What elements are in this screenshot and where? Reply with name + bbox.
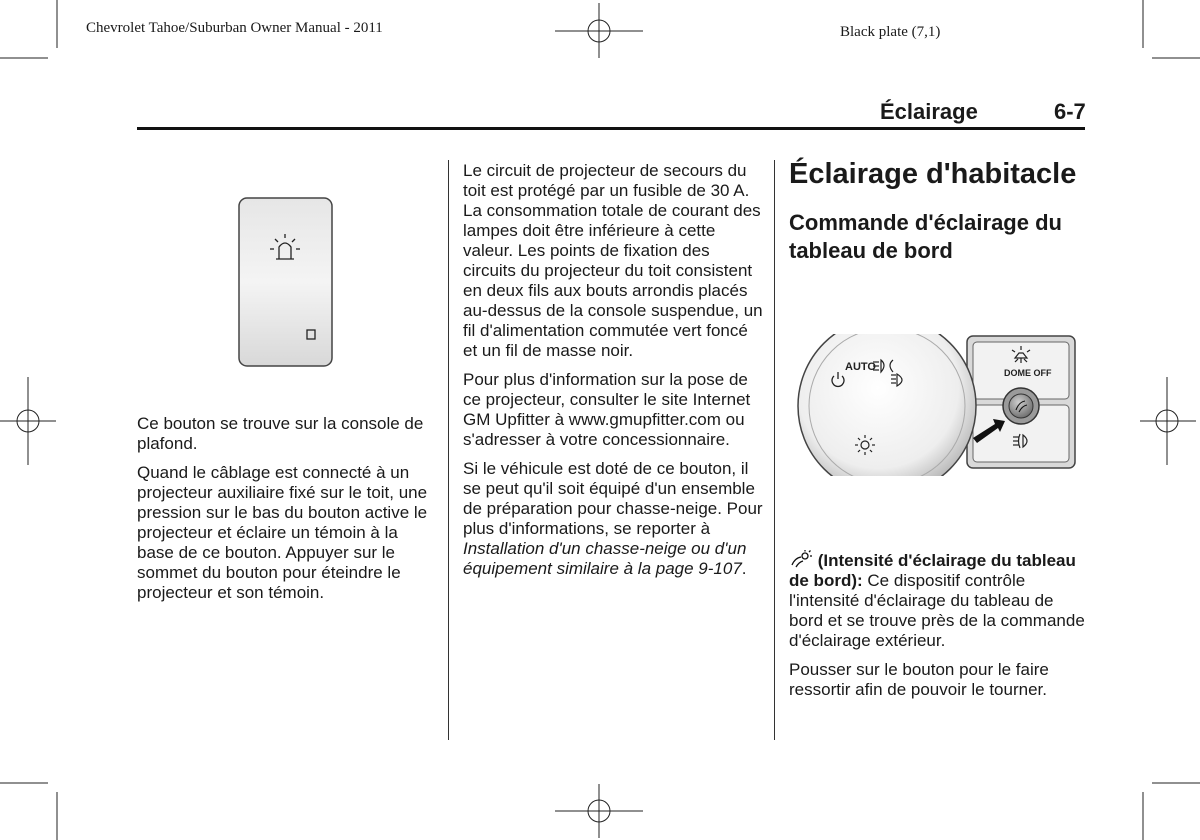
- manual-title: Chevrolet Tahoe/Suburban Owner Manual - 2011: [86, 20, 383, 36]
- column-divider-left: [448, 160, 449, 740]
- paragraph: Ce bouton se trouve sur la console de plafond.: [137, 414, 424, 453]
- heading-interior-lighting: Éclairage d'habitacle: [789, 158, 1077, 190]
- paragraph: Pour plus d'information sur la pose de ce projecteur, consulter le site Internet GM Upfitter à www.gmupfitter.com ou s'adresser à votre concessionnaire.: [463, 370, 751, 449]
- cross-reference-link[interactable]: Installation d'un chasse-neige ou d'un équipement similaire à la page 9-107: [463, 539, 747, 578]
- column-divider-right: [774, 160, 775, 740]
- paragraph: Pousser sur le bouton pour le faire ressortir afin de pouvoir le tourner.: [789, 660, 1049, 699]
- headlamp-knob: [798, 334, 976, 476]
- heading-dash-lighting-control: Commande d'éclairage du tableau de bord: [789, 210, 1062, 263]
- column-1-text: [137, 414, 437, 612]
- paragraph: Le circuit de projecteur de secours du toit est protégé par un fusible de 30 A. La consommation totale de courant des lampes doit être inférieure à cette valeur. Les points de fixation des circuits du projecteur du toit consistent en deux fils aux bouts arrondis placés au-dessus de la console suspendue, un fil d'alimentation commutée vert foncé et un fil de masse noir.: [463, 161, 763, 360]
- header-rule: [137, 127, 1085, 130]
- roof-lamp-button-figure: [238, 197, 334, 369]
- plate-label: Black plate (7,1): [840, 24, 941, 40]
- dimmer-label: (Intensité d'éclairage du tableau de bord):: [789, 551, 1076, 590]
- column-3-text: [789, 550, 1089, 709]
- headlamp-control-figure: [795, 334, 1080, 476]
- section-title: Éclairage: [880, 99, 978, 124]
- paragraph: [463, 459, 765, 579]
- paragraph-end: .: [741, 559, 747, 578]
- dimmer-description: [789, 550, 1089, 651]
- dimmer-icon: [789, 550, 813, 568]
- dimmer-text: Ce dispositif contrôle l'intensité d'éclairage du tableau de bord et se trouve près de la commande d'éclairage extérieur.: [789, 571, 1085, 650]
- dome-off-label: DOME OFF: [1004, 368, 1052, 378]
- paragraph: Quand le câblage est connecté à un projecteur auxiliaire fixé sur le toit, une pression sur le bas du bouton active le projecteur et éclaire un témoin à la base de ce bouton. Appuyer sur le sommet du bouton pour éteindre le projecteur et son témoin.: [137, 463, 428, 602]
- page-number: 6-7: [1054, 99, 1086, 124]
- column-2-text: [463, 161, 765, 588]
- auto-label: AUTO: [845, 361, 876, 373]
- paragraph-text: Si le véhicule est doté de ce bouton, il se peut qu'il soit équipé d'un ensemble de préparation pour chasse-neige. Pour plus d'informations, se reporter à: [463, 459, 763, 538]
